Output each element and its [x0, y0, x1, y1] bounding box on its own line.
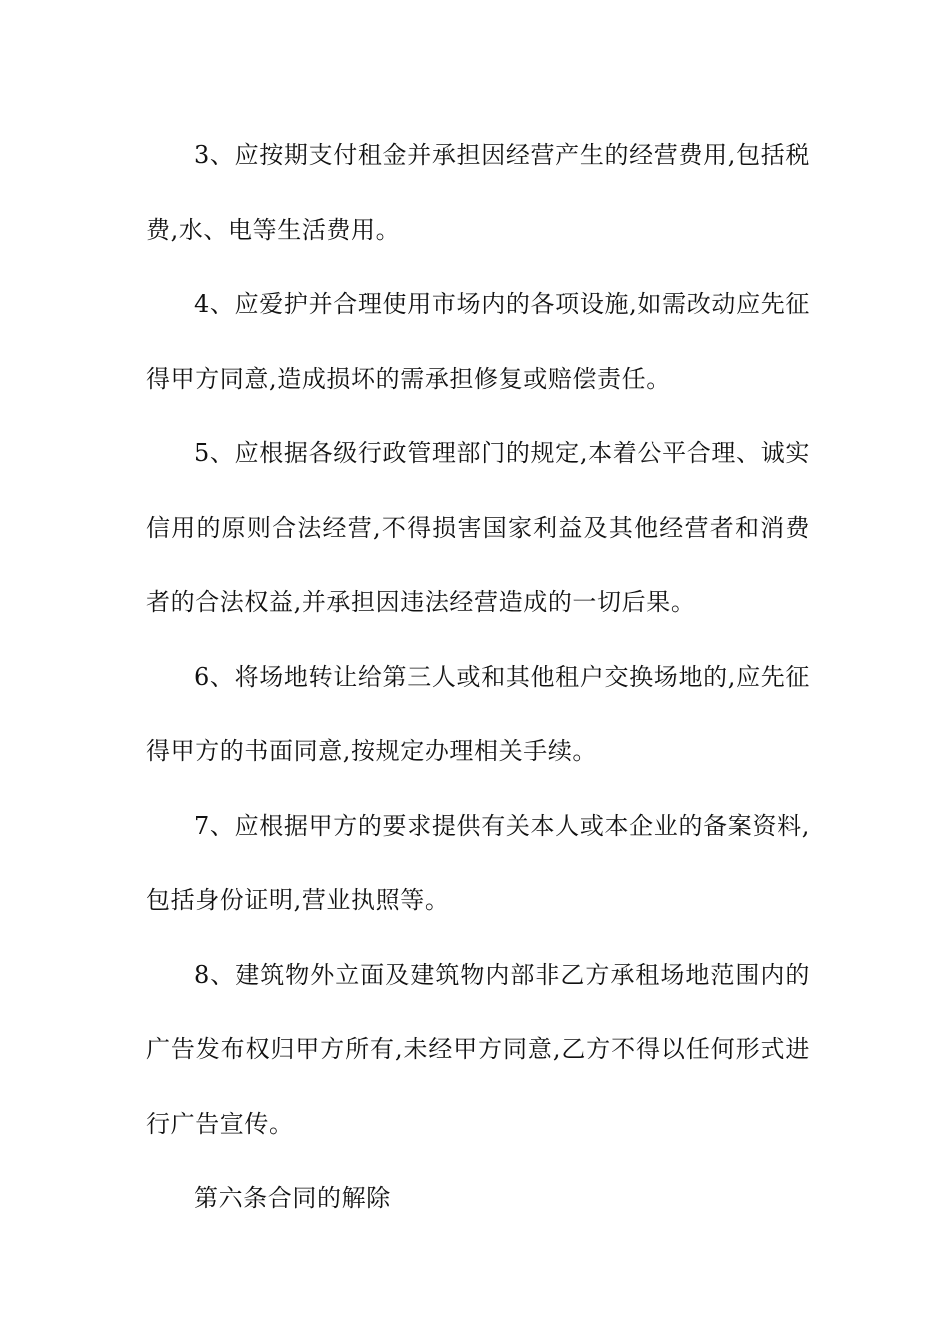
- document-body: [146, 118, 810, 1236]
- clause-5-paragraph: 5、应根据各级行政管理部门的规定,本着公平合理、诚实信用的原则合法经营,不得损害国家利益及其他经营者和消费者的合法权益,并承担因违法经营造成的一切后果。: [146, 439, 810, 616]
- clause-7-paragraph: 7、应根据甲方的要求提供有关本人或本企业的备案资料,包括身份证明,营业执照等。: [146, 811, 810, 914]
- clause-3-paragraph: 3、应按期支付租金并承担因经营产生的经营费用,包括税费,水、电等生活费用。: [146, 141, 810, 244]
- clause-6-paragraph: 6、将场地转让给第三人或和其他租户交换场地的,应先征得甲方的书面同意,按规定办理相关手续。: [146, 662, 810, 765]
- clause-4-paragraph: 4、应爱护并合理使用市场内的各项设施,如需改动应先征得甲方同意,造成损坏的需承担修复或赔偿责任。: [146, 290, 810, 393]
- clause-8-paragraph: 8、建筑物外立面及建筑物内部非乙方承租场地范围内的广告发布权归甲方所有,未经甲方同意,乙方不得以任何形式进行广告宣传。: [146, 960, 810, 1138]
- article-6-heading: 第六条合同的解除: [194, 1184, 391, 1212]
